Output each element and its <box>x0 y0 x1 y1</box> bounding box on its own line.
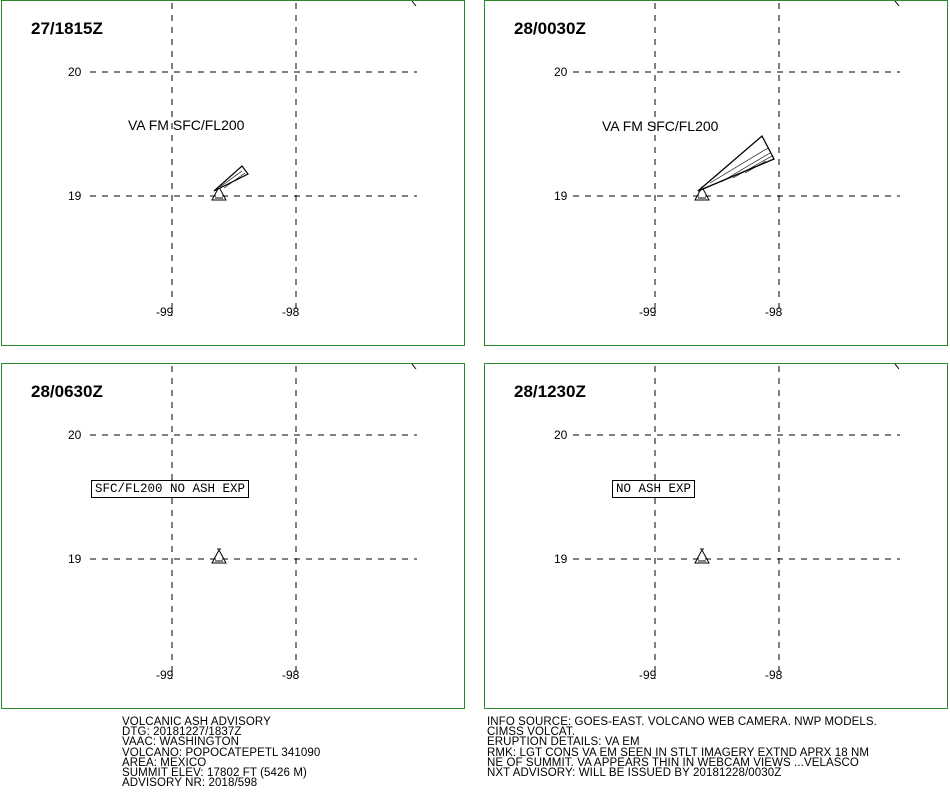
advisory-line: DTG: 20181227/1837Z <box>122 726 242 739</box>
advisory-line: NXT ADVISORY: WILL BE ISSUED BY 20181228/0030Z <box>487 766 782 779</box>
advisory-header-block <box>122 717 320 788</box>
ash-plume-small <box>214 166 248 191</box>
advisory-line: VAAC: WASHINGTON <box>122 736 240 749</box>
map-grid-4 <box>485 364 949 710</box>
lat-label-19: 19 <box>68 189 82 203</box>
advisory-line: NE OF SUMMIT. VA APPEARS THIN IN WEBCAM VIEWS ...VELASCO <box>487 756 859 769</box>
advisory-line: AREA: MEXICO <box>122 756 207 769</box>
forecast-panel-1 <box>1 0 465 346</box>
advisory-remarks-block <box>487 717 877 778</box>
advisory-line: VOLCANIC ASH ADVISORY <box>122 716 271 728</box>
volcano-icon <box>212 549 226 563</box>
lon-label-99: -99 <box>639 305 657 319</box>
lon-label-98: -98 <box>765 305 783 319</box>
advisory-line: VOLCANO: POPOCATEPETL 341090 <box>122 746 321 759</box>
no-ash-box: SFC/FL200 NO ASH EXP <box>91 480 249 498</box>
lat-label-20: 20 <box>554 65 568 79</box>
lat-label-20: 20 <box>68 65 82 79</box>
advisory-line: ERUPTION DETAILS: VA EM <box>487 736 640 749</box>
advisory-line: ADVISORY NR: 2018/598 <box>122 777 258 790</box>
lat-label-19: 19 <box>554 552 568 566</box>
panel-time-4: 28/1230Z <box>514 382 586 401</box>
lon-label-99: -99 <box>156 668 174 682</box>
ash-level-text: VA FM SFC/FL200 <box>602 118 719 134</box>
panel-time-2: 28/0030Z <box>514 19 586 38</box>
ash-level-text: VA FM SFC/FL200 <box>128 117 245 133</box>
map-grid-1 <box>2 1 466 347</box>
lon-label-98: -98 <box>282 305 300 319</box>
no-ash-box: NO ASH EXP <box>612 480 695 498</box>
ash-plume-large <box>698 136 774 191</box>
forecast-panel-2 <box>484 0 948 346</box>
map-grid-2 <box>485 1 949 347</box>
lat-label-19: 19 <box>68 552 82 566</box>
advisory-line: SUMMIT ELEV: 17802 FT (5426 M) <box>122 766 307 779</box>
advisory-line: INFO SOURCE: GOES-EAST. VOLCANO WEB CAMERA. NWP MODELS. <box>487 716 877 728</box>
volcano-icon <box>695 549 709 563</box>
panel-time-1: 27/1815Z <box>31 19 103 38</box>
lon-label-99: -99 <box>156 305 174 319</box>
advisory-line: CIMSS VOLCAT. <box>487 726 575 739</box>
lat-label-20: 20 <box>554 428 568 442</box>
lon-label-99: -99 <box>639 668 657 682</box>
map-grid-3 <box>2 364 466 710</box>
advisory-line: RMK: LGT CONS VA EM SEEN IN STLT IMAGERY EXTND APRX 18 NM <box>487 746 870 759</box>
forecast-panel-3 <box>1 363 465 709</box>
lon-label-98: -98 <box>765 668 783 682</box>
lon-label-98: -98 <box>282 668 300 682</box>
lat-label-19: 19 <box>554 189 568 203</box>
forecast-panel-4 <box>484 363 948 709</box>
lat-label-20: 20 <box>68 428 82 442</box>
panel-time-3: 28/0630Z <box>31 382 103 401</box>
